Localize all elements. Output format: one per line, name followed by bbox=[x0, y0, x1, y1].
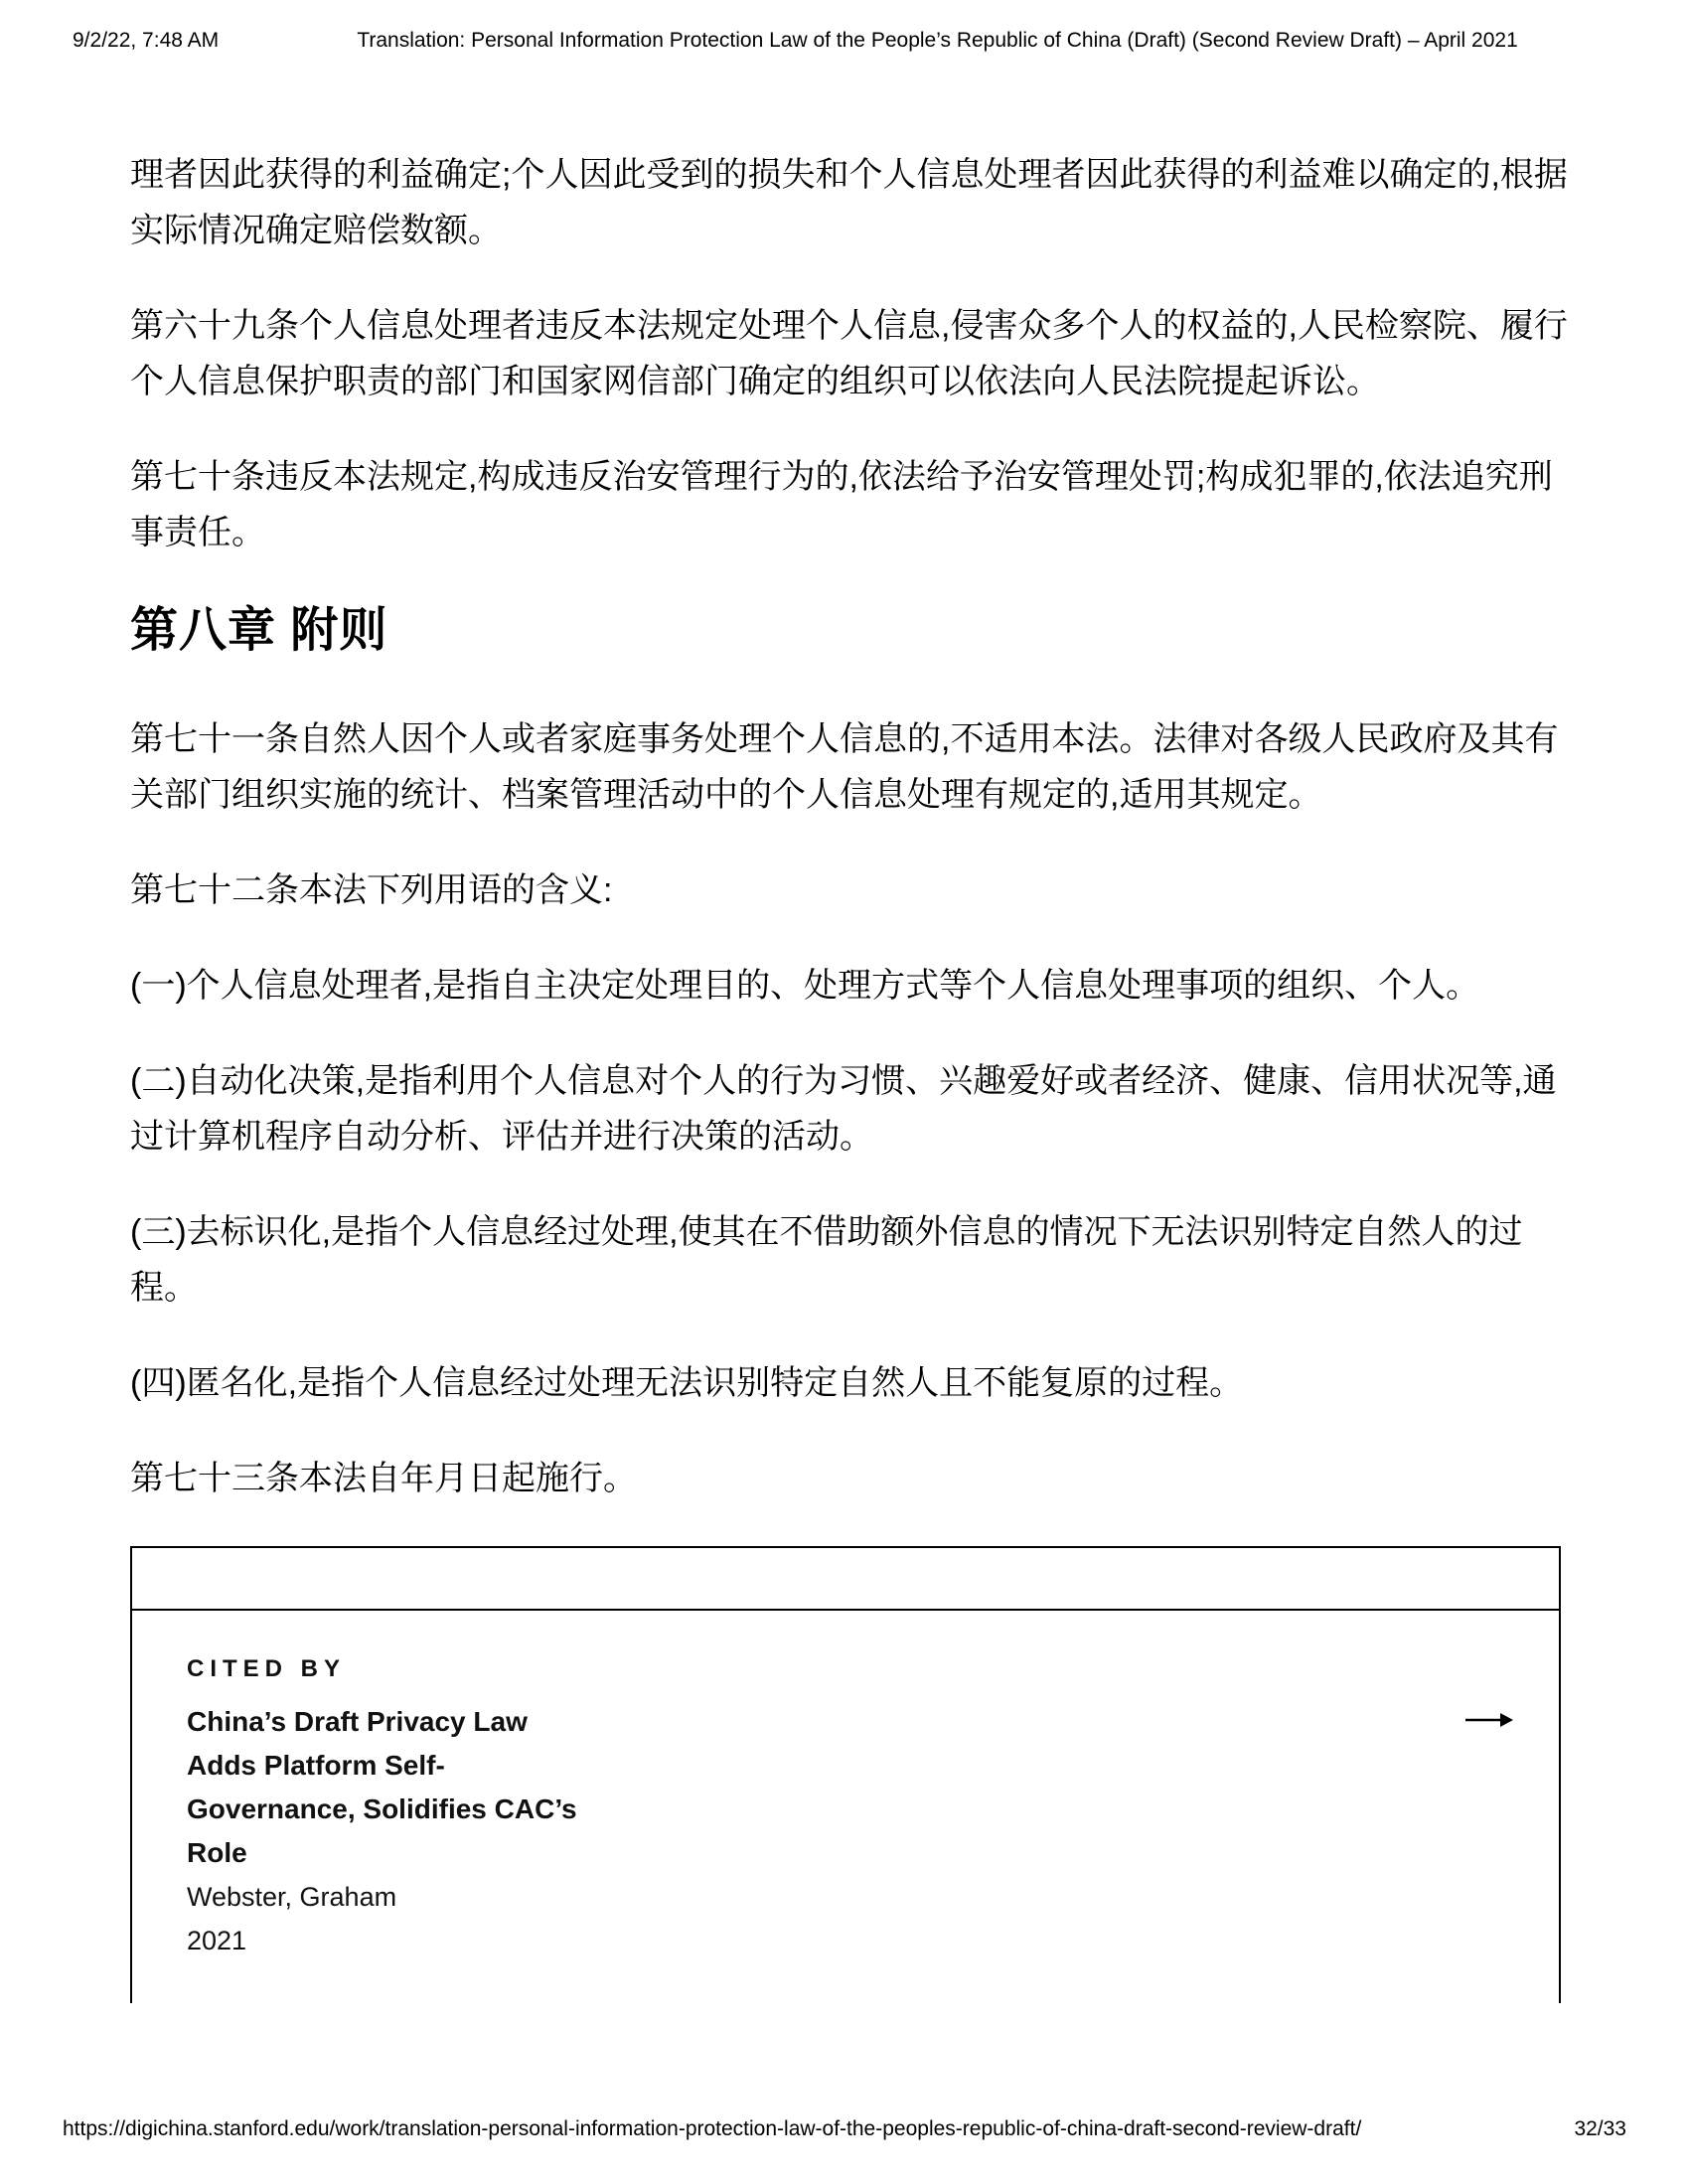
text-line: 理者因此获得的利益确定;个人因此受到的损失和个人信息处理者因此获得的利益难以确定的,根据 bbox=[130, 156, 1568, 194]
arrow-right-icon[interactable] bbox=[1465, 1710, 1513, 1730]
citation-title-line: China’s Draft Privacy Law bbox=[187, 1706, 528, 1737]
cited-by-box bbox=[130, 1546, 1561, 2003]
paragraph-article-70 bbox=[130, 449, 1561, 560]
cited-by-heading: CITED BY bbox=[187, 1655, 347, 1682]
text-line: 关部门组织实施的统计、档案管理活动中的个人信息处理有规定的,适用其规定。 bbox=[130, 776, 1322, 814]
paragraph-definition-1 bbox=[130, 958, 1561, 1014]
text-line: (二)自动化决策,是指利用个人信息对个人的行为习惯、兴趣爱好或者经济、健康、信用状况等,通 bbox=[130, 1062, 1557, 1100]
citation-author: Webster, Graham bbox=[187, 1882, 397, 1912]
text-line: (一)个人信息处理者,是指自主决定处理目的、处理方式等个人信息处理事项的组织、个人。 bbox=[130, 967, 1480, 1005]
citation-link[interactable] bbox=[187, 1700, 604, 1875]
paragraph-definition-4 bbox=[130, 1355, 1561, 1411]
citation-title-line: Governance, Solidifies CAC’s bbox=[187, 1794, 577, 1824]
citation-year: 2021 bbox=[187, 1926, 247, 1955]
text-line: 第七十一条自然人因个人或者家庭事务处理个人信息的,不适用本法。法律对各级人民政府及其有 bbox=[130, 720, 1559, 758]
paragraph-article-71 bbox=[130, 711, 1561, 823]
text-line: 过计算机程序自动分析、评估并进行决策的活动。 bbox=[130, 1118, 873, 1156]
document-body bbox=[130, 147, 1568, 2003]
page-indicator: 32/33 bbox=[1574, 2117, 1626, 2140]
text-line: 第六十九条个人信息处理者违反本法规定处理个人信息,侵害众多个人的权益的,人民检察院、履行 bbox=[130, 307, 1568, 345]
text-line: 程。 bbox=[130, 1269, 198, 1307]
text-line: 事责任。 bbox=[130, 514, 265, 551]
print-datetime: 9/2/22, 7:48 AM bbox=[73, 29, 220, 52]
paragraph-article-73 bbox=[130, 1451, 1561, 1506]
paragraph-article-69 bbox=[130, 298, 1568, 409]
chapter-heading: 第八章 附则 bbox=[130, 604, 388, 657]
text-line: 实际情况确定赔偿数额。 bbox=[130, 212, 502, 249]
text-line: (四)匿名化,是指个人信息经过处理无法识别特定自然人且不能复原的过程。 bbox=[130, 1364, 1244, 1402]
text-line: 第七十条违反本法规定,构成违反治安管理行为的,依法给予治安管理处罚;构成犯罪的,依法追究刑 bbox=[130, 458, 1553, 496]
citation-title-line: Adds Platform Self- bbox=[187, 1750, 445, 1781]
print-footer bbox=[63, 2116, 1626, 2142]
paragraph-definition-2 bbox=[130, 1053, 1561, 1165]
text-line: (三)去标识化,是指个人信息经过处理,使其在不借助额外信息的情况下无法识别特定自然人的过 bbox=[130, 1213, 1523, 1251]
paragraph-article-68-continuation bbox=[130, 147, 1568, 258]
print-header bbox=[73, 28, 1616, 54]
text-line: 第七十二条本法下列用语的含义: bbox=[130, 871, 613, 909]
paragraph-definition-3 bbox=[130, 1204, 1561, 1316]
text-line: 第七十三条本法自年月日起施行。 bbox=[130, 1460, 637, 1497]
print-title: Translation: Personal Information Protection Law of the People’s Republic of China (Draft) (Second Review Draft) – April 2021 bbox=[357, 29, 1518, 52]
text-line: 个人信息保护职责的部门和国家网信部门确定的组织可以依法向人民法院提起诉讼。 bbox=[130, 363, 1380, 400]
cited-by-box-body bbox=[132, 1611, 1559, 1962]
citation-title-line: Role bbox=[187, 1837, 247, 1868]
source-url: https://digichina.stanford.edu/work/translation-personal-information-protection-law-of-the-peoples-republic-of-china-draft-second-review-draft/ bbox=[63, 2117, 1362, 2140]
cited-by-box-top-strip bbox=[132, 1548, 1559, 1611]
paragraph-article-72-intro bbox=[130, 862, 1561, 918]
